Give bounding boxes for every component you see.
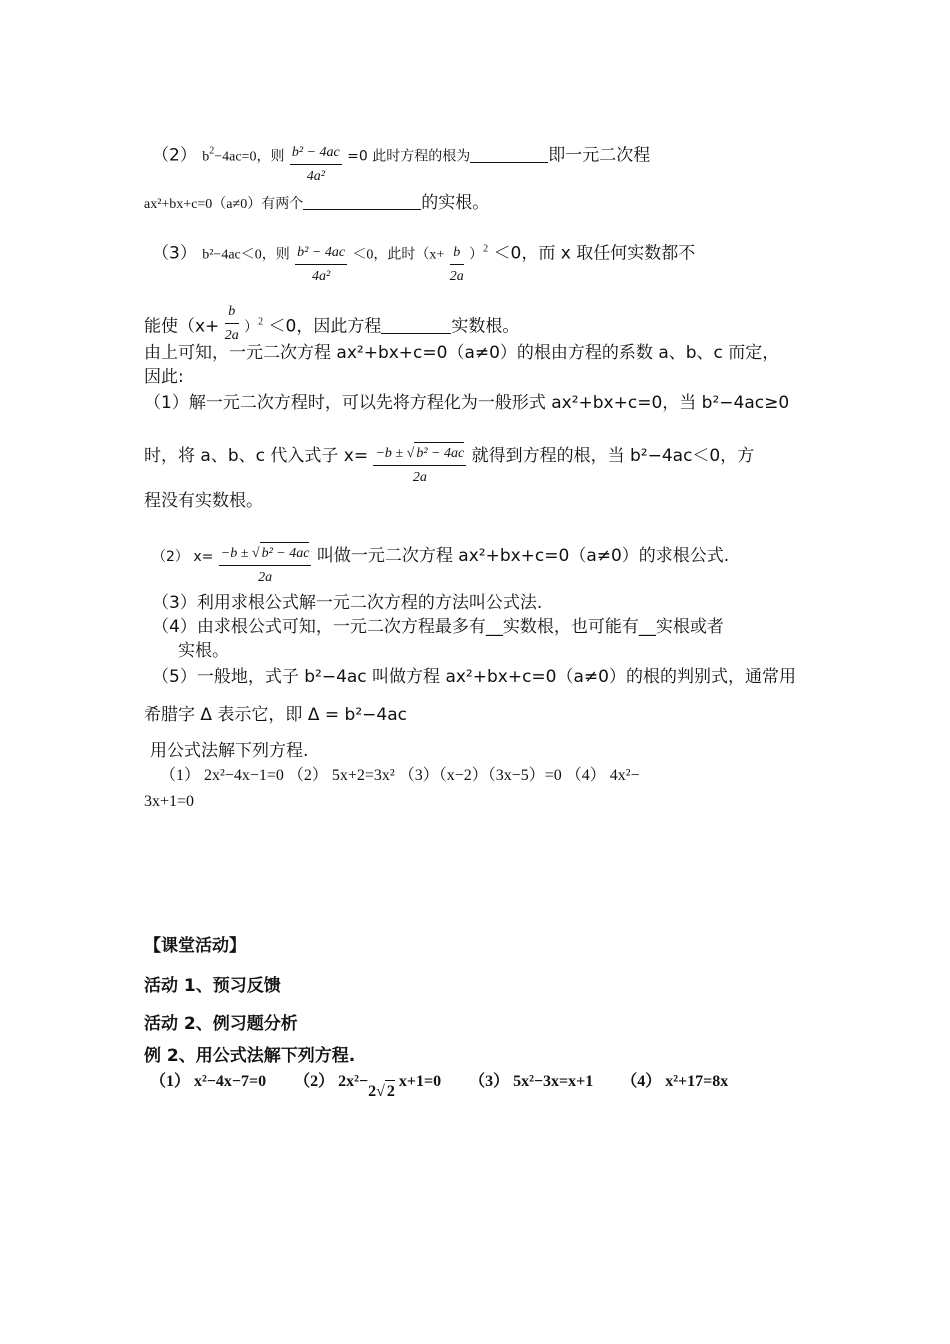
- problem-1: （1） x²−4x−7=0: [150, 1073, 267, 1090]
- text: 即一元二次程: [548, 145, 651, 166]
- text: ＜0，此时（x+: [352, 247, 445, 263]
- text: ＜0，而 x 取任何实数都不: [493, 243, 696, 264]
- superscript: 2: [258, 316, 264, 328]
- activity2-heading: 活动 2、例习题分析: [144, 1014, 298, 1034]
- example2-problems: [150, 1070, 729, 1100]
- text: ＜0，因此方程: [268, 316, 382, 337]
- item2-line2: [144, 192, 489, 216]
- radicand: 2: [385, 1080, 395, 1103]
- formula-numerator: −b ± √ b² − 4ac: [219, 542, 312, 566]
- text: =0 此时方程的根为: [347, 148, 471, 165]
- s1-line2: [144, 432, 755, 485]
- item2-line1: [152, 132, 651, 184]
- fraction: [290, 142, 342, 189]
- item-number: （3）: [152, 243, 197, 264]
- radicand: b² − 4ac: [414, 442, 464, 465]
- minus-b: −b ±: [375, 446, 404, 461]
- formula-denominator: 2a: [412, 470, 427, 485]
- fraction-denominator: 2a: [224, 328, 239, 343]
- s1-line3: 程没有实数根。: [144, 491, 263, 511]
- activity1-heading: 活动 1、预习反馈: [144, 976, 281, 996]
- fill-blank: [303, 193, 421, 210]
- s3-line: （3）利用求根公式解一元二次方程的方法叫公式法.: [152, 593, 543, 613]
- fraction-numerator: b: [225, 301, 239, 324]
- problem-4: （4） x²+17=8x: [621, 1073, 729, 1090]
- fraction: [450, 242, 464, 289]
- s2-line: [152, 532, 730, 585]
- s1-line1: （1）解一元二次方程时，可以先将方程化为一般形式 ax²+bx+c=0，当 b²−4ac≥0: [144, 393, 790, 413]
- exercise-line2: 3x+1=0: [144, 793, 195, 810]
- s5-line1: （5）一般地，式子 b²−4ac 叫做方程 ax²+bx+c=0（a≠0）的根的判别式，通常用: [152, 667, 796, 687]
- problem-2-radical: 2√ 2: [368, 1083, 395, 1100]
- fraction-denominator: 2a: [449, 269, 464, 284]
- quadratic-formula: [219, 542, 312, 590]
- text: 的实根。: [421, 193, 490, 213]
- problem-2-b: x+1=0: [398, 1073, 442, 1090]
- fraction-denominator: 4a²: [306, 169, 325, 184]
- text: （2） x=: [152, 549, 214, 565]
- text: 叫做一元二次方程 ax²+bx+c=0（a≠0）的求根公式.: [316, 546, 730, 566]
- condition-text: b: [202, 149, 210, 165]
- s4-line1: （4）由求根公式可知，一元二次方程最多有__实数根，也可能有__实根或者: [152, 617, 724, 637]
- formula-denominator: 2a: [258, 570, 273, 585]
- condition-text: b²−4ac＜0，则: [202, 247, 290, 263]
- fraction-numerator: b² − 4ac: [290, 142, 342, 165]
- problem-3: （3） 5x²−3x=x+1: [469, 1073, 594, 1090]
- fill-blank: [470, 146, 548, 163]
- activity-header: 【课堂活动】: [144, 936, 246, 956]
- summary-line2: 因此:: [144, 367, 184, 387]
- text: ）: [244, 320, 259, 336]
- fraction-numerator: b: [450, 242, 464, 265]
- fill-blank: [381, 317, 451, 334]
- text: ）: [469, 247, 484, 263]
- fraction: [295, 242, 347, 289]
- text: 实数根。: [451, 316, 520, 337]
- s5-line2: 希腊字 Δ 表示它，即 Δ = b²−4ac: [144, 705, 407, 725]
- exercise-title: 用公式法解下列方程.: [150, 741, 309, 761]
- radicand: b² − 4ac: [260, 542, 310, 565]
- fraction-numerator: b² − 4ac: [295, 242, 347, 265]
- fraction: [225, 301, 239, 348]
- text: 就得到方程的根，当 b²−4ac＜0，方: [471, 446, 755, 466]
- formula-numerator: −b ± √ b² − 4ac: [373, 442, 466, 466]
- exercise-line1: （1） 2x²−4x−1=0 （2） 5x+2=3x² （3）（x−2）（3x−5）=0 （4） 4x²−: [160, 767, 640, 784]
- fraction-denominator: 4a²: [312, 269, 331, 284]
- quadratic-formula: [373, 442, 466, 490]
- text: 时，将 a、b、c 代入式子 x=: [144, 446, 369, 466]
- equation: ax²+bx+c=0（a≠0）有两个: [144, 197, 304, 212]
- coefficient: 2: [368, 1083, 377, 1100]
- problem-2-a: （2） 2x²−: [294, 1073, 369, 1090]
- superscript: 2: [209, 145, 215, 157]
- item3-line1: [152, 230, 696, 284]
- text: 能使（x+: [144, 316, 220, 337]
- item-number: （2）: [152, 145, 197, 166]
- example2-title: 例 2、用公式法解下列方程.: [144, 1046, 356, 1066]
- s4-line2: 实根。: [178, 641, 229, 661]
- minus-b: −b ±: [220, 546, 249, 561]
- summary-line1: 由上可知，一元二次方程 ax²+bx+c=0（a≠0）的根由方程的系数 a、b、c 而定，: [144, 343, 780, 363]
- condition-text-2: −4ac=0，则: [214, 149, 285, 165]
- superscript: 2: [483, 243, 489, 255]
